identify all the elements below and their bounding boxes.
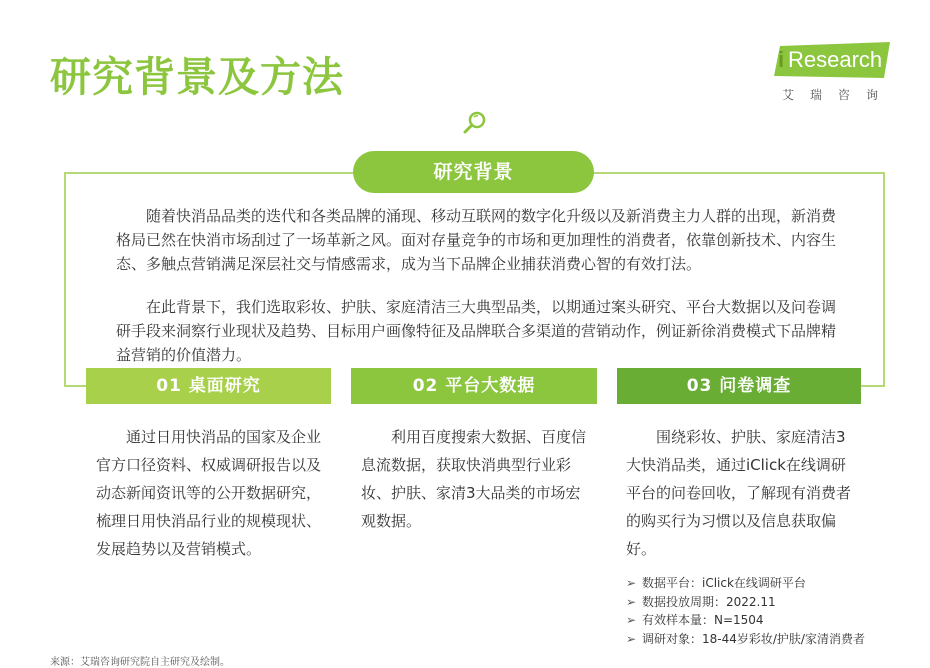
arrow-icon: ➢ — [626, 631, 637, 646]
survey-detail-list — [626, 574, 865, 648]
survey-detail-item — [626, 611, 865, 630]
survey-detail-text: 调研对象：18-44岁彩妆/护肤/家清消费者 — [642, 631, 865, 646]
method-text-survey: 围绕彩妆、护肤、家庭清洁3大快消品类，通过iClick在线调研平台的问卷回收，了解现有消费者的购买行为习惯以及信息获取偏好。 — [626, 428, 852, 558]
page-title: 研究背景及方法 — [50, 53, 344, 101]
source-note: 来源：艾瑞咨询研究院自主研究及绘制。 — [50, 657, 230, 668]
method-tab-platform-data: 02 平台大数据 — [351, 368, 597, 404]
survey-detail-item — [626, 593, 865, 612]
method-tab-desk-research: 01 桌面研究 — [86, 368, 331, 404]
method-tab-survey: 03 问卷调查 — [617, 368, 861, 404]
survey-detail-item — [626, 574, 865, 593]
arrow-icon: ➢ — [626, 613, 637, 627]
survey-detail-text: 有效样本量：N=1504 — [642, 613, 764, 627]
background-box-corner-left — [64, 385, 88, 387]
background-paragraph-1: 随着快消品品类的迭代和各类品牌的涌现、移动互联网的数字化升级以及新消费主力人群的出现，新消费格局已然在快消市场刮过了一场革新之风。面对存量竞争的市场和更加理性的消费者，依靠创新技术、内容生态、多触点营销满足深层社交与情感需求，成为当下品牌企业捕获消费心智的有效打法。 — [116, 207, 837, 273]
background-paragraph-2: 在此背景下，我们选取彩妆、护肤、家庭清洁三大典型品类，以期通过案头研究、平台大数据以及问卷调研手段来洞察行业现状及趋势、目标用户画像特征及品牌联合多渠道的营销动作，例证新徐消费模式下品牌精益营销的价值潜力。 — [116, 298, 837, 364]
iresearch-logo — [774, 42, 894, 104]
logo-brand-i: i — [778, 47, 785, 72]
arrow-icon: ➢ — [626, 576, 637, 590]
arrow-icon: ➢ — [626, 594, 637, 609]
background-heading: 研究背景 — [353, 151, 594, 193]
survey-detail-text: 数据平台：iClick在线调研平台 — [642, 576, 806, 590]
method-text-platform-data: 利用百度搜索大数据、百度信息流数据，获取快消典型行业彩妆、护肤、家清3大品类的市场宏观数据。 — [361, 428, 587, 530]
logo-brand-text: Research — [788, 47, 883, 72]
magnifier-icon — [462, 110, 488, 136]
background-box-corner-right — [861, 385, 885, 387]
survey-detail-item — [626, 630, 865, 649]
method-text-desk-research: 通过日用快消品的国家及企业官方口径资料、权威调研报告以及动态新闻资讯等的公开数据研究，梳理日用快消品行业的规模现状、发展趋势以及营销模式。 — [96, 428, 322, 558]
survey-detail-text: 数据投放周期：2022.11 — [642, 594, 776, 609]
logo-brand-cn: 艾瑞咨询 — [782, 88, 895, 102]
